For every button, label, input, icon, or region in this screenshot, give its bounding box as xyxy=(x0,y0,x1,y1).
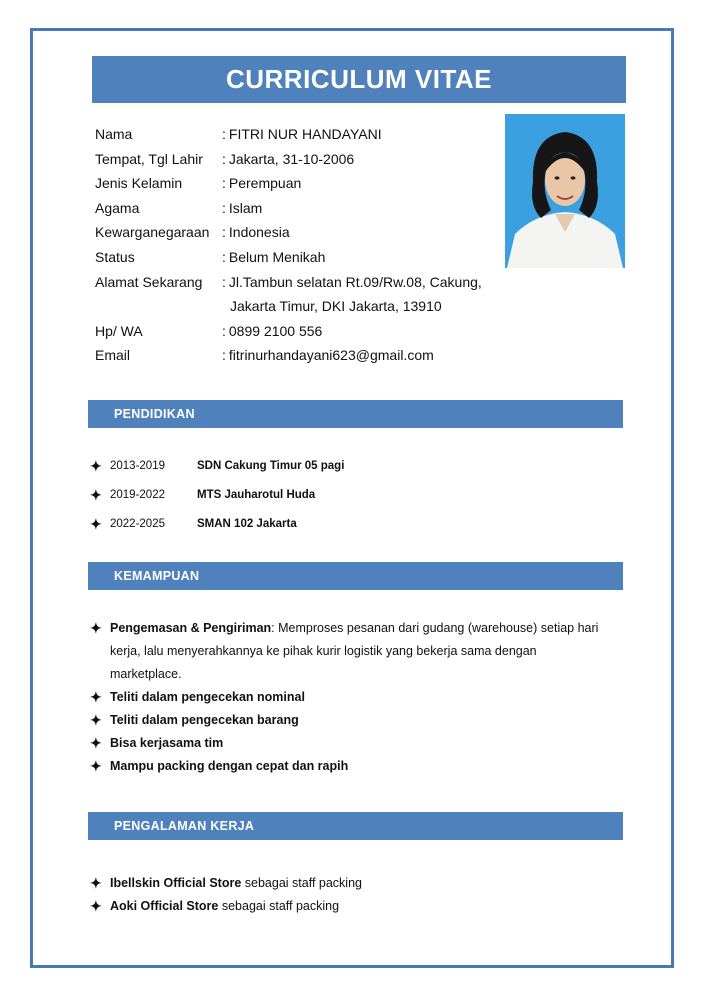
experience-store: Ibellskin Official Store xyxy=(110,876,242,890)
bio-label: Hp/ WA xyxy=(95,322,143,339)
skill-desc-line-2: kerja, lalu menyerahkannya ke pihak kurir logistik yang bekerja sama dengan xyxy=(110,644,537,658)
skill-item xyxy=(90,755,625,778)
education-years: 2022-2025 xyxy=(110,518,165,530)
skill-text: Mampu packing dengan cepat dan rapih xyxy=(110,759,349,773)
skill-desc-line-3: marketplace. xyxy=(110,667,182,681)
bullet-icon: ✦ xyxy=(90,487,102,503)
bio-value: : Perempuan xyxy=(222,175,302,192)
bio-label: Tempat, Tgl Lahir xyxy=(95,150,203,167)
bio-value: : Jl.Tambun selatan Rt.09/Rw.08, Cakung, xyxy=(222,273,482,290)
bio-value: : FITRI NUR HANDAYANI xyxy=(222,126,382,142)
bio-label: Nama xyxy=(95,126,133,142)
section-skills-header: KEMAMPUAN xyxy=(88,562,623,590)
bullet-icon: ✦ xyxy=(90,712,102,728)
experience-item xyxy=(90,872,625,895)
bio-value: : fitrinurhandayani623@gmail.com xyxy=(222,347,434,364)
experience-store: Aoki Official Store xyxy=(110,899,219,913)
profile-photo xyxy=(505,114,625,268)
skill-text: Bisa kerjasama tim xyxy=(110,736,224,750)
bullet-icon: ✦ xyxy=(90,898,102,914)
bullet-icon: ✦ xyxy=(90,458,102,474)
bullet-icon: ✦ xyxy=(90,689,102,705)
education-school: MTS Jauharotul Huda xyxy=(197,489,316,501)
skill-title: Pengemasan & Pengiriman xyxy=(110,621,272,635)
bullet-icon: ✦ xyxy=(90,875,102,891)
section-experience-header: PENGALAMAN KERJA xyxy=(88,812,623,840)
bullet-icon: ✦ xyxy=(90,735,102,751)
education-years: 2013-2019 xyxy=(110,460,165,472)
education-item xyxy=(90,487,316,503)
bio-label: Email xyxy=(95,347,131,364)
bio-value: : 0899 2100 556 xyxy=(222,322,323,339)
cv-title: CURRICULUM VITAE xyxy=(92,56,626,103)
skill-text: Teliti dalam pengecekan nominal xyxy=(110,690,305,704)
bio-label: Alamat Sekarang xyxy=(95,273,203,290)
bio-value: : Indonesia xyxy=(222,224,290,241)
skill-item xyxy=(90,617,625,686)
bio-value: : Islam xyxy=(222,199,263,216)
bio-label: Status xyxy=(95,248,135,265)
bio-label: Agama xyxy=(95,199,140,216)
skill-item xyxy=(90,732,625,755)
skill-desc-line-1: : Memproses pesanan dari gudang (warehouse) setiap hari xyxy=(271,621,599,635)
bio-label: Kewarganegaraan xyxy=(95,224,210,241)
bullet-icon: ✦ xyxy=(90,516,102,532)
education-school: SMAN 102 Jakarta xyxy=(197,518,297,530)
experience-list xyxy=(90,872,625,918)
education-years: 2019-2022 xyxy=(110,489,165,501)
skills-list xyxy=(90,617,625,778)
bio-label: Jenis Kelamin xyxy=(95,175,183,192)
education-item xyxy=(90,516,297,532)
skill-text: Teliti dalam pengecekan barang xyxy=(110,713,299,727)
experience-role: sebagai staff packing xyxy=(218,899,340,913)
skill-item xyxy=(90,709,625,732)
bio-value: : Belum Menikah xyxy=(222,248,326,265)
profile-photo-icon xyxy=(505,114,625,268)
section-education-header: PENDIDIKAN xyxy=(88,400,623,428)
bullet-icon: ✦ xyxy=(90,620,102,636)
education-item xyxy=(90,458,345,474)
bio-value: : Jakarta, 31-10-2006 xyxy=(222,150,355,167)
bullet-icon: ✦ xyxy=(90,758,102,774)
experience-role: sebagai staff packing xyxy=(241,876,362,890)
bio-value-continuation: Jakarta Timur, DKI Jakarta, 13910 xyxy=(230,298,442,315)
education-school: SDN Cakung Timur 05 pagi xyxy=(197,460,345,472)
skill-item xyxy=(90,686,625,709)
experience-item xyxy=(90,895,625,918)
